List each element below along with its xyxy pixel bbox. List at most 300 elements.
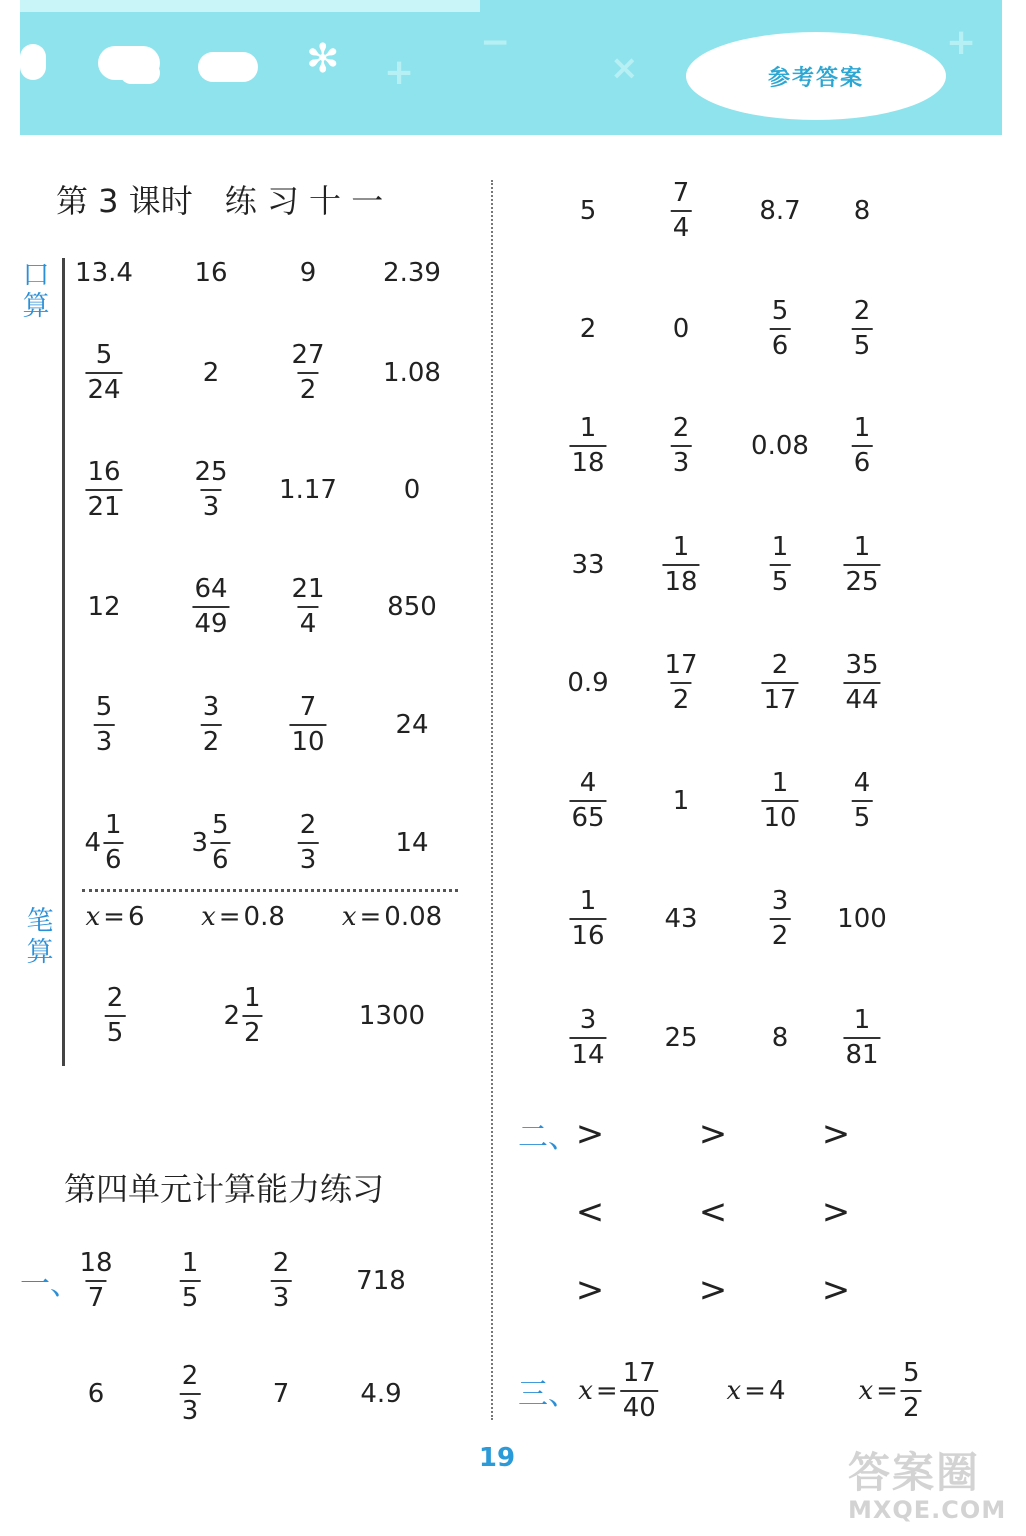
number: 4.9 [360,1379,402,1409]
answer-value [569,767,606,835]
answer-value [395,828,428,858]
number: 0 [403,475,421,505]
answer-value [580,196,597,226]
answer-value [387,592,437,622]
answer-value [298,809,319,877]
numerator: 2 [272,1248,290,1278]
snowflake-icon: ✻ [306,36,340,82]
denominator: 81 [843,1037,880,1072]
plus-icon: + [384,52,415,93]
answer-value [88,1379,105,1409]
fraction [180,1360,201,1428]
answer-value [759,196,800,226]
fraction [662,531,699,599]
answer-value [94,691,115,759]
fraction [271,1247,292,1315]
number: 8 [853,196,871,226]
answer-value [571,550,604,580]
denominator: 25 [843,564,880,599]
answer-value [843,649,880,717]
written-answer-cell [105,982,126,1050]
number: 0.8 [243,902,285,932]
right-answer-cell [567,668,608,698]
answer-value [223,982,262,1050]
page-number: 19 [478,1443,516,1473]
fraction [289,339,326,407]
unit-answer-cell [360,1379,401,1409]
fraction [770,885,791,953]
written-answer-cell [85,902,144,932]
number: 1300 [358,1001,426,1031]
fraction [843,531,880,599]
number: 6 [87,1379,105,1409]
denominator: 4 [671,210,692,245]
numerator: 2 [853,296,871,326]
numerator: 5 [95,692,113,722]
denominator: 5 [852,800,873,835]
numerator: 5 [212,810,229,840]
numerator: 2 [106,983,124,1013]
section-two-label: 二、 [518,1120,578,1155]
right-answer-cell [837,904,887,934]
oral-answer-cell [300,258,317,288]
number: 718 [356,1266,406,1296]
numerator: 5 [771,296,789,326]
denominator: 65 [569,800,606,835]
unit-answer-cell [77,1247,114,1315]
number: 0 [672,314,690,344]
answer-value [192,456,229,524]
numerator: 3 [202,692,220,722]
answer-value [77,1247,114,1315]
denominator: 10 [761,800,798,835]
oral-answer-cell [85,339,122,407]
numerator: 3 [771,886,789,916]
written-answer-cell [201,902,285,932]
right-answer-cell [569,767,606,835]
comparison-symbol: < [698,1192,728,1232]
number: 25 [664,1023,698,1053]
equals-sign: = [876,1376,898,1406]
answer-value [770,295,791,363]
right-answer-cell [770,531,791,599]
fraction [180,1247,201,1315]
denominator: 3 [94,724,115,759]
right-answer-cell [759,196,800,226]
variable-x: x [341,902,357,932]
oral-answer-cell [75,258,133,288]
equation-answer-cell [578,1357,658,1425]
oral-answer-cell [194,258,227,288]
oral-answer-cell [84,809,123,877]
section-divider [82,889,458,892]
numerator: 1 [771,768,789,798]
numerator: 1 [181,1248,199,1278]
numerator: 2 [299,810,317,840]
answer-key-badge [686,32,946,120]
numerator: 1 [579,413,597,443]
fraction [901,1357,922,1425]
number: 2.39 [383,258,441,288]
numerator: 7 [672,178,690,208]
numerator: 2 [771,650,789,680]
equals-sign: = [595,1376,618,1406]
oral-answer-cell [395,710,428,740]
answer-value [356,1266,406,1296]
written-answer-cell [342,902,442,932]
numerator: 3 [579,1005,597,1035]
number: 1.17 [279,475,337,505]
denominator: 4 [298,606,319,641]
fraction [569,412,606,480]
numerator: 17 [664,650,698,680]
answer-value [569,885,606,953]
watermark-logo-text: 答案圈 [848,1448,981,1497]
right-answer-cell [662,649,699,717]
answer-value [359,1001,425,1031]
answer-value [300,258,317,288]
denominator: 2 [201,724,222,759]
right-answer-cell [761,767,798,835]
number: 4 [768,1376,786,1406]
number: 13.4 [75,258,133,288]
answer-value [770,885,791,953]
whole-part: 4 [84,828,101,858]
number: 9 [299,258,317,288]
numerator: 25 [194,457,228,487]
oral-answer-cell [395,828,428,858]
right-answer-cell [671,412,692,480]
numerator: 1 [853,532,871,562]
comparison-symbol: > [821,1192,851,1232]
number: 33 [571,550,605,580]
denominator: 2 [242,1015,263,1050]
answer-value [201,902,285,932]
equation-answer-cell [858,1357,921,1425]
rain-cloud-icon [198,52,258,82]
fraction [761,649,798,717]
answer-value [180,1360,201,1428]
denominator: 6 [210,842,231,877]
denominator: 49 [192,606,229,641]
answer-value [360,1379,401,1409]
answer-value [85,902,144,932]
fraction [103,809,124,877]
comparison-symbol: > [698,1114,728,1154]
answer-value [569,1004,606,1072]
oral-answer-cell [289,691,326,759]
answer-value [671,177,692,245]
right-answer-cell [770,295,791,363]
right-answer-cell [569,1004,606,1072]
answer-value [671,412,692,480]
answer-value [837,904,887,934]
numerator: 17 [622,1358,656,1388]
unit-answer-cell [180,1360,201,1428]
right-answer-cell [854,196,871,226]
numerator: 1 [244,983,261,1013]
answer-value [395,710,428,740]
right-answer-cell [569,885,606,953]
denominator: 21 [85,489,122,524]
denominator: 2 [671,682,692,717]
number: 2 [202,358,220,388]
answer-value [203,358,220,388]
right-answer-cell [843,1004,880,1072]
whole-part: 2 [223,1001,240,1031]
equals-sign: = [218,902,241,932]
denominator: 24 [85,372,122,407]
fraction [662,649,699,717]
numerator: 7 [299,692,317,722]
denominator: 2 [901,1390,922,1425]
numerator: 35 [845,650,879,680]
number: 43 [664,904,698,934]
equals-sign: = [744,1376,766,1406]
section-one-label: 一、 [20,1267,80,1302]
oral-answer-cell [387,592,437,622]
fraction [569,885,606,953]
answer-value [761,649,798,717]
oral-answer-cell [203,358,220,388]
number: 14 [395,828,429,858]
right-answer-cell [571,550,604,580]
numerator: 2 [672,413,690,443]
oral-answer-cell [404,475,421,505]
denominator: 2 [770,918,791,953]
answer-value [273,1379,290,1409]
number: 7 [272,1379,290,1409]
answer-value [289,573,326,641]
fraction [852,412,873,480]
denominator: 6 [770,328,791,363]
answer-value [772,1023,789,1053]
answer-value [383,258,441,288]
variable-x: x [85,902,101,932]
number: 0.9 [567,668,609,698]
answer-value [662,649,699,717]
numerator: 1 [771,532,789,562]
number: 16 [194,258,228,288]
oral-answer-cell [279,475,337,505]
answer-value [673,314,690,344]
watermark-url: MXQE.COM [848,1496,1007,1524]
number: 5 [579,196,597,226]
comparison-symbol: > [575,1270,605,1310]
numerator: 4 [853,768,871,798]
whole-part: 3 [191,828,208,858]
denominator: 6 [852,445,873,480]
comparison-symbol: > [698,1270,728,1310]
fraction [77,1247,114,1315]
denominator: 14 [569,1037,606,1072]
fraction [289,691,326,759]
right-answer-cell [664,1023,697,1053]
section-three-label: 三、 [518,1377,578,1412]
watermark [848,1440,1016,1530]
answer-value [194,258,227,288]
numerator: 1 [672,532,690,562]
numerator: 4 [579,768,597,798]
denominator: 3 [201,489,222,524]
answer-value [664,1023,697,1053]
written-answer-cell [223,982,262,1050]
fraction [569,767,606,835]
answer-value [852,767,873,835]
fraction [298,809,319,877]
number: 8.7 [759,196,801,226]
answer-key-label: 参考答案 [767,65,864,91]
numerator: 1 [853,1005,871,1035]
answer-value [75,258,133,288]
right-answer-cell [662,531,699,599]
denominator: 2 [298,372,319,407]
answer-value [843,531,880,599]
unit-title: 第四单元计算能力练习 [64,1170,385,1208]
numerator: 5 [95,340,113,370]
fraction [621,1357,658,1425]
fraction [770,531,791,599]
equals-sign: = [359,902,382,932]
fraction [671,412,692,480]
denominator: 16 [569,918,606,953]
answer-value [770,531,791,599]
unit-answer-cell [271,1247,292,1315]
answer-value [383,358,441,388]
variable-x: x [858,1376,874,1406]
oral-answer-cell [383,358,441,388]
answer-value [84,809,123,877]
answer-value [289,339,326,407]
right-answer-cell [580,314,597,344]
numerator: 1 [579,886,597,916]
fraction [94,691,115,759]
answer-value [404,475,421,505]
fraction [192,456,229,524]
fraction [761,767,798,835]
fraction [843,649,880,717]
unit-answer-cell [273,1379,290,1409]
denominator: 6 [103,842,124,877]
numerator: 16 [87,457,121,487]
denominator: 18 [662,564,699,599]
denominator: 3 [271,1280,292,1315]
fraction [852,767,873,835]
oral-answer-cell [191,809,230,877]
answer-value [852,412,873,480]
number: 6 [127,902,145,932]
variable-x: x [201,902,216,932]
times-icon: × [610,48,639,88]
lesson-title: 第 3 课时 练 习 十 一 [56,182,384,220]
answer-value [664,904,697,934]
fraction [671,177,692,245]
right-answer-cell [770,885,791,953]
comparison-symbol: < [575,1192,605,1232]
right-answer-cell [772,1023,789,1053]
right-answer-cell [673,786,690,816]
oral-answer-cell [298,809,319,877]
answer-value [180,1247,201,1315]
fraction [210,809,231,877]
equation-answer-cell [726,1376,785,1406]
answer-value [852,295,873,363]
denominator: 18 [569,445,606,480]
number: 1.08 [383,358,441,388]
fraction [85,339,122,407]
oral-answer-cell [87,592,120,622]
oral-answer-cell [94,691,115,759]
denominator: 5 [770,564,791,599]
number: 24 [395,710,429,740]
right-answer-cell [673,314,690,344]
fraction [289,573,326,641]
denominator: 5 [105,1015,126,1050]
answer-value [761,767,798,835]
right-answer-cell [580,196,597,226]
answer-value [569,412,606,480]
answer-value [858,1357,921,1425]
numerator: 2 [181,1361,199,1391]
number: 0.08 [751,431,809,461]
number: 0.08 [384,902,443,932]
right-answer-cell [843,649,880,717]
answer-value [85,339,122,407]
denominator: 5 [852,328,873,363]
denominator: 3 [671,445,692,480]
fraction [192,573,229,641]
numerator: 27 [291,340,325,370]
fraction [105,982,126,1050]
oral-answer-cell [201,691,222,759]
answer-value [726,1376,785,1406]
answer-value [342,902,442,932]
number: 100 [837,904,887,934]
oral-answer-cell [383,258,441,288]
fraction [843,1004,880,1072]
fraction [770,295,791,363]
answer-value [673,786,690,816]
number: 850 [387,592,437,622]
answer-value [662,531,699,599]
comparison-symbol: > [821,1270,851,1310]
answer-value [87,592,120,622]
right-answer-cell [751,431,809,461]
column-divider [491,180,493,1420]
denominator: 10 [289,724,326,759]
oral-answer-cell [85,456,122,524]
oral-answer-cell [192,456,229,524]
fraction [85,456,122,524]
answer-value [580,314,597,344]
numerator: 64 [194,574,228,604]
oral-answer-cell [289,339,326,407]
answer-value [201,691,222,759]
numerator: 5 [902,1358,920,1388]
numerator: 1 [853,413,871,443]
variable-x: x [578,1376,593,1406]
header-banner [20,0,1002,135]
fraction [201,691,222,759]
cloud-icon [120,62,160,84]
right-answer-cell [671,177,692,245]
unit-answer-cell [88,1379,105,1409]
comparison-symbol: > [821,1114,851,1154]
answer-value [105,982,126,1050]
numerator: 18 [79,1248,113,1278]
answer-value [578,1357,658,1425]
minus-icon: − [480,22,511,63]
